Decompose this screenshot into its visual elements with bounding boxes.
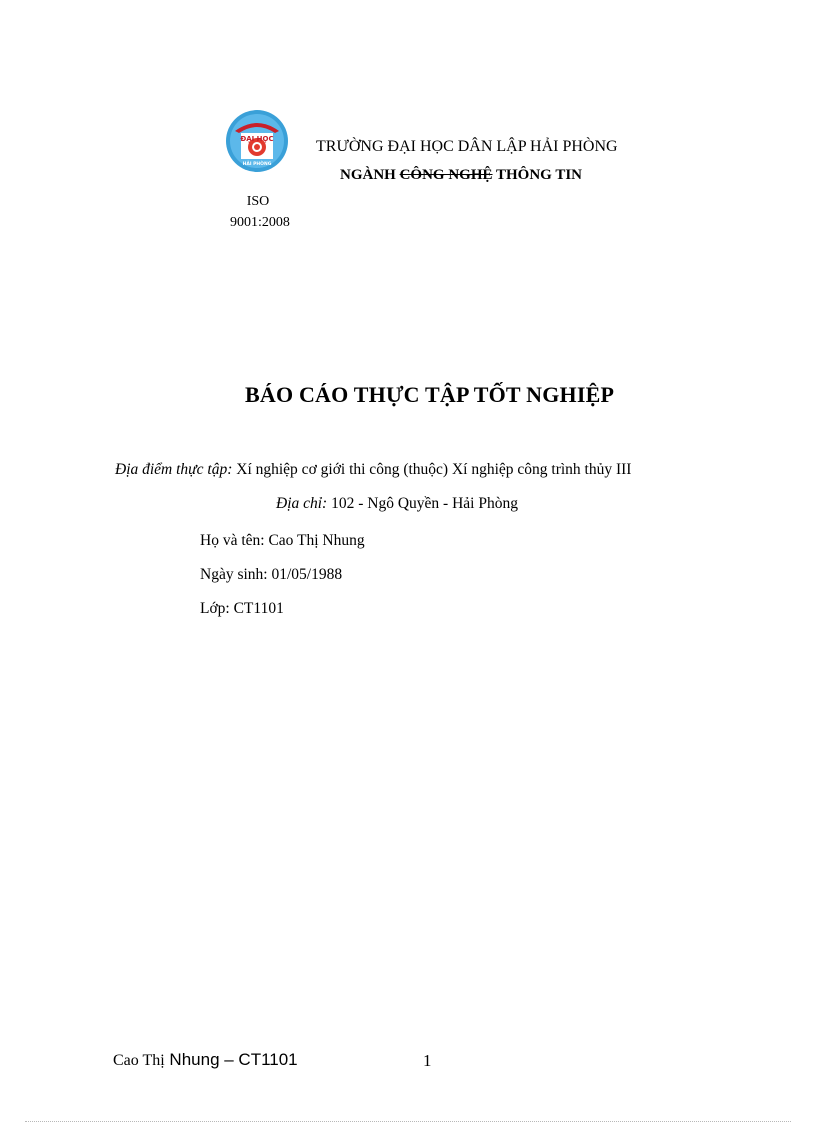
logo-text-bottom: HẢI PHÒNG <box>242 162 272 167</box>
address-value: 102 - Ngô Quyền - Hải Phòng <box>327 495 518 512</box>
date-of-birth: Ngày sinh: 01/05/1988 <box>200 566 343 583</box>
page-number: 1 <box>423 1051 432 1070</box>
location-label: Địa điểm thực tập: <box>115 461 233 478</box>
location-value: Xí nghiệp cơ giới thi công (thuộc) Xí nghiệp công trình thủy III <box>232 461 632 478</box>
iso-label: ISO <box>246 194 270 209</box>
faculty-prefix: NGÀNH <box>340 167 400 183</box>
page-bottom-divider <box>25 1121 791 1122</box>
logo-text-top: ĐẠI HỌC <box>240 135 274 143</box>
internship-location <box>115 461 631 479</box>
footer-author-part2: Nhung – CT1101 <box>164 1050 298 1069</box>
report-title: BÁO CÁO THỰC TẬP TỐT NGHIỆP <box>245 382 615 407</box>
class: Lớp: CT1101 <box>200 600 284 617</box>
address-label: Địa chỉ: <box>276 495 328 512</box>
iso-number: 9001:2008 <box>230 215 290 230</box>
address <box>276 495 518 513</box>
faculty-struck-text: CÔNG NGHỆ <box>399 167 493 183</box>
footer-author <box>113 1050 298 1070</box>
faculty-suffix: THÔNG TIN <box>492 167 583 183</box>
footer-author-part1: Cao Thị <box>113 1052 165 1069</box>
iso-certification <box>230 191 290 233</box>
student-name: Họ và tên: Cao Thị Nhung <box>200 532 365 549</box>
university-logo <box>225 109 289 173</box>
school-name: TRƯỜNG ĐẠI HỌC DÂN LẬP HẢI PHÒNG <box>316 138 618 155</box>
faculty-name <box>340 167 582 184</box>
